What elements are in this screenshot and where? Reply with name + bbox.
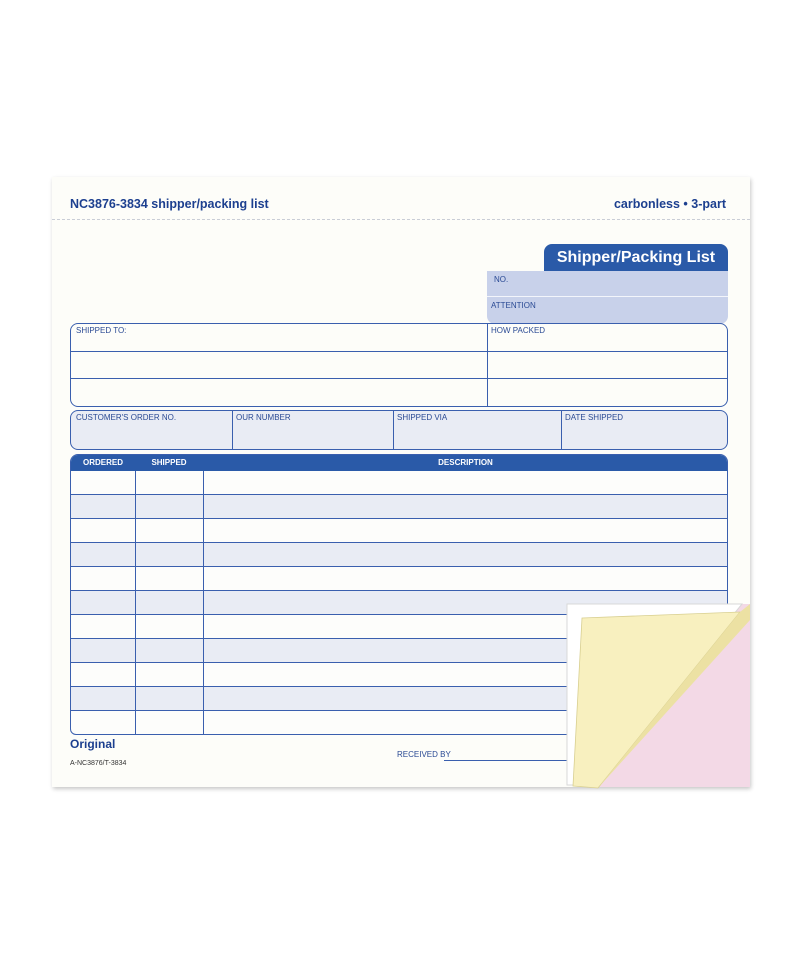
customers-order-label: CUSTOMER'S ORDER NO. <box>76 413 177 422</box>
shipped-to-label: SHIPPED TO: <box>76 326 127 335</box>
received-by-label: RECEIVED BY <box>397 750 451 759</box>
shipped-via-label: SHIPPED VIA <box>397 413 448 422</box>
date-shipped-label: DATE SHIPPED <box>565 413 624 422</box>
how-packed-label: HOW PACKED <box>491 326 546 335</box>
form-title: Shipper/Packing List <box>544 244 728 271</box>
ordered-column-header: ORDERED <box>82 458 123 467</box>
no-label: NO. <box>494 275 509 284</box>
product-type: carbonless • 3-part <box>613 197 726 211</box>
copy-label: Original <box>70 737 116 751</box>
product-code: NC3876-3834 shipper/packing list <box>70 197 269 211</box>
shipped-column-header: SHIPPED <box>151 458 187 467</box>
description-column-header: DESCRIPTION <box>438 458 493 467</box>
attention-label: ATTENTION <box>491 301 536 310</box>
form-number: A-NC3876/T-3834 <box>70 760 127 767</box>
our-number-label: OUR NUMBER <box>236 413 291 422</box>
